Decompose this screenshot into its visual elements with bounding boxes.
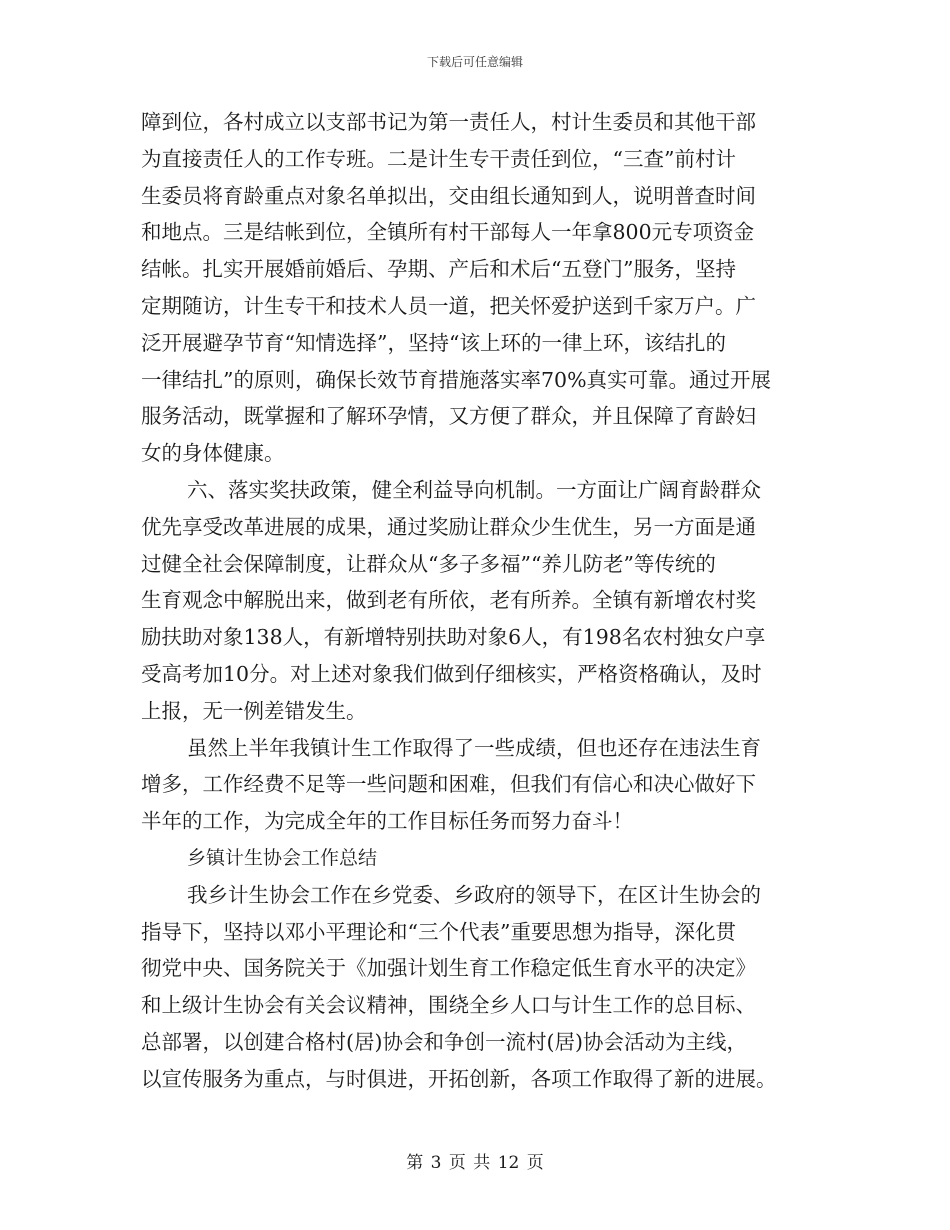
text-line: 和上级计生协会有关会议精神，围绕全乡人口与计生工作的总目标、	[141, 993, 756, 1018]
text-line: 上报，无一例差错发生。	[141, 698, 367, 723]
text-line: 服务活动，既掌握和了解环孕情，又方便了群众，并且保障了育龄妇	[141, 404, 756, 429]
page-footer-page-number: 第 3 页 共 12 页	[406, 1153, 544, 1173]
text-line: 结帐。扎实开展婚前婚后、孕期、产后和术后“五登门”服务，坚持	[141, 257, 736, 282]
text-line: 彻党中央、国务院关于《加强计划生育工作稳定低生育水平的决定》	[141, 956, 756, 981]
text-line: 定期随访，计生专干和技术人员一道，把关怀爱护送到千家万户。广	[141, 293, 756, 318]
text-line: 障到位，各村成立以支部书记为第一责任人，村计生委员和其他干部	[141, 110, 756, 134]
section-title: 乡镇计生协会工作总结	[187, 846, 378, 869]
text-line: 励扶助对象138人，有新增特别扶助对象6人，有198名农村独女户享	[141, 625, 766, 650]
text-line: 和地点。三是结帐到位，全镇所有村干部每人一年拿800元专项资金	[141, 220, 755, 245]
text-line: 一律结扎”的原则，确保长效节育措施落实率70%真实可靠。通过开展	[141, 367, 772, 392]
text-line: 生委员将育龄重点对象名单拟出，交由组长通知到人，说明普查时间	[141, 183, 756, 208]
text-line: 以宣传服务为重点，与时俱进，开拓创新，各项工作取得了新的进展。	[141, 1066, 777, 1091]
text-line: 生育观念中解脱出来，做到老有所依，老有所养。全镇有新增农村奖	[141, 588, 756, 613]
text-line: 过健全社会保障制度，让群众从“多子多福”“养儿防老”等传统的	[141, 551, 716, 576]
text-line: 六、落实奖扶政策，健全利益导向机制。一方面让广阔育龄群众	[187, 477, 761, 502]
text-line: 总部署，以创建合格村(居)协会和争创一流村(居)协会活动为主线，	[141, 1029, 747, 1054]
page-header: 下载后可任意编辑	[426, 55, 523, 69]
text-line: 女的身体健康。	[141, 441, 285, 466]
text-line: 泛开展避孕节育“知情选择”，坚持“该上环的一律上环，该结扎的	[141, 330, 726, 355]
text-line: 虽然上半年我镇计生工作取得了一些成绩，但也还存在违法生育	[187, 735, 761, 760]
text-line: 受高考加10分。对上述对象我们做到仔细核实，严格资格确认，及时	[141, 661, 762, 686]
text-line: 半年的工作，为完成全年的工作目标任务而努力奋斗！	[141, 809, 633, 834]
text-line: 指导下，坚持以邓小平理论和“三个代表”重要思想为指导，深化贯	[141, 919, 736, 944]
text-line: 优先享受改革进展的成果，通过奖励让群众少生优生，另一方面是通	[141, 514, 756, 539]
text-line: 为直接责任人的工作专班。二是计生专干责任到位，“三查”前村计	[141, 146, 736, 171]
document-body	[141, 104, 813, 1098]
text-line: 我乡计生协会工作在乡党委、乡政府的领导下，在区计生协会的	[187, 882, 761, 907]
text-line: 增多，工作经费不足等一些问题和困难，但我们有信心和决心做好下	[141, 772, 756, 797]
